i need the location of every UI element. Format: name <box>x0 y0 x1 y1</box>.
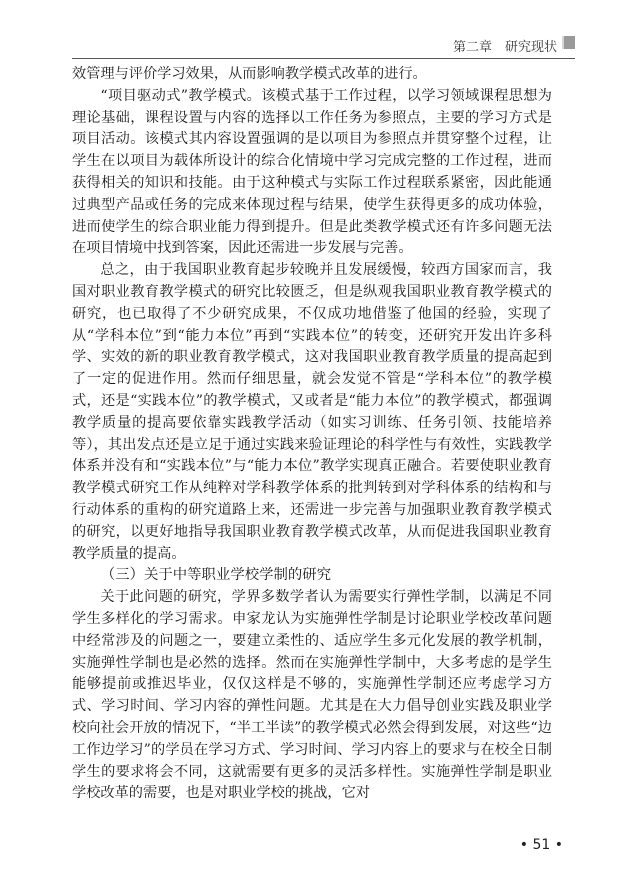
chapter-title: 第二章 研究现状 <box>452 40 557 55</box>
paragraph-continuation: 效管理与评价学习效果，从而影响教学模式改革的进行。 <box>72 66 427 82</box>
running-header <box>72 34 575 58</box>
paragraph-project-driven-model: “项目驱动式”教学模式。该模式基于工作过程，以学习领域课程思想为理论基础，课程设置与内容的选择以工作任务为参照点，主要的学习方式是项目活动。该模式其内容设置强调的是以项目为参照点并贯穿整个过程，让学生在以项目为载体所设计的综合化情境中学习完成完整的工作过程，进而获得相关的知识和技能。由于这种模式与实际工作过程联系紧密，因此能通过典型产品或任务的完成来体现过程与结果，使学生获得更多的成功体验，进而使学生的综合职业能力得到提升。但是此类教学模式还有许多问题无法在项目情境中找到答案，因此还需进一步发展与完善。 <box>72 87 552 257</box>
section-heading-school-system: （三）关于中等职业学校学制的研究 <box>100 567 332 584</box>
paragraph-flexible-system: 关于此问题的研究，学界多数学者认为需要实行弹性学制，以满足不同学生多样化的学习需求。申家龙认为实施弹性学制是讨论职业学校改革问题中经常涉及的问题之一，要建立柔性的、适应学生多元化发展的教学机制，实施弹性学制也是必然的选择。然而在实施弹性学制中，大多考虑的是学生能够提前或推迟毕业，仅仅这样是不够的，实施弹性学制还应考虑学习方式、学习时间、学习内容的弹性问题。尤其是在大力倡导创业实践及职业学校向社会开放的情况下，“半工半读”的教学模式必然会得到发展，对这些“边工作边学习”的学员在学习方式、学习时间、学习内容上的要求与在校全日制学生的要求将会不同，这就需要有更多的灵活多样性。实施弹性学制是职业学校改革的需要，也是对职业学校的挑战，它对 <box>72 589 552 802</box>
paragraph-summary: 总之，由于我国职业教育起步较晚并且发展缓慢，较西方国家而言，我国对职业教育教学模式的研究比较匮乏，但是纵观我国职业教育教学模式的研究，也已取得了不少研究成果，不仅成功地借鉴了他国的经验，实现了从“学科本位”到“能力本位”再到“实践本位”的转变，还研究开发出许多科学、实效的新的职业教育教学模式，这对我国职业教育教学质量的提高起到了一定的促进作用。然而仔细思量，就会发觉不管是“学科本位”的教学模式，还是“实践本位”的教学模式，又或者是“能力本位”的教学模式，都强调教学质量的提高要依靠实践教学活动（如实习训练、任务引领、技能培养等），其出发点还是立足于通过实践来验证理论的科学性与有效性，实践教学体系并没有和“实践本位”与“能力本位”教学实现真正融合。若要使职业教育教学模式研究工作从纯粹对学科教学体系的批判转到对学科体系的结构和与行动体系的重构的研究道路上来，还需进一步完善与加强职业教育教学模式的研究，以更好地指导我国职业教育教学模式改革，从而促进我国职业教育教学质量的提高。 <box>72 262 552 562</box>
header-rule <box>72 58 575 59</box>
header-tab-marker <box>562 36 575 49</box>
page-number: • 51 • <box>519 837 563 853</box>
page-body <box>72 64 552 805</box>
